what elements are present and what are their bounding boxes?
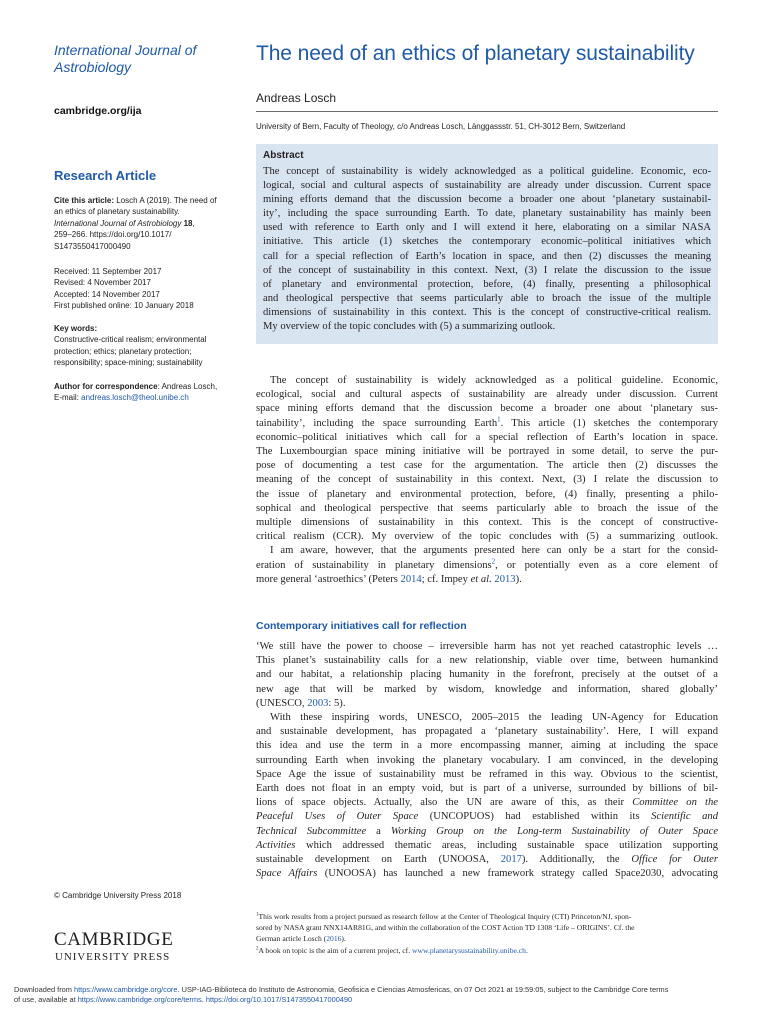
cite-label: Cite this article:	[54, 196, 115, 205]
body-text: : 5).	[328, 697, 346, 709]
body-line: this idea and use the term in a more encompassing manner, aiming at including the space	[256, 740, 718, 752]
abstract-line: ity’, including the space surrounding Earth. To date, planetary sustainability has mainly been	[263, 208, 711, 220]
abstract-line: of planetary and environmental protection, before, (4) finally, presenting a philosophical	[263, 278, 711, 290]
body-line: ‘We still have the power to choose – irreversible harm has not yet reached catastrophic levels …	[256, 641, 718, 652]
body-text: , or potentially even as a core element of	[495, 559, 718, 571]
download-notice	[14, 985, 754, 1005]
body-text: ).	[515, 573, 522, 585]
citation-block	[54, 195, 242, 252]
author-name: Andreas Losch	[256, 91, 337, 105]
abstract-heading: Abstract	[263, 150, 304, 161]
journal-name-line1: International Journal of	[54, 42, 197, 58]
abstract-line: initiative. This article (1) sketches the contemporary economic–political initiatives which	[263, 236, 711, 248]
date-revised: Revised: 4 November 2017	[54, 278, 151, 288]
date-accepted: Accepted: 14 November 2017	[54, 289, 160, 299]
body-line: pose of documenting a test case for the argumentation. The article then (2) discusses the	[256, 460, 718, 472]
footnote-1-line3	[256, 933, 718, 944]
body-line: space mining efforts demand that the discussion become a broader one about ‘planetary sus-	[256, 403, 718, 415]
cite-line5[interactable]: S1473550417000490	[54, 241, 131, 251]
keywords-block	[54, 323, 242, 369]
reference-link[interactable]: 2017	[500, 854, 522, 866]
date-received: Received: 11 September 2017	[54, 267, 162, 276]
title-divider	[256, 111, 718, 112]
body-text: Activities	[256, 839, 296, 851]
body-line: Space Age the issue of sustainability must be reframed in this way. Obvious to the scientist,	[256, 768, 718, 780]
body-line	[256, 825, 718, 839]
body-line: economic–political initiatives which call for a special reflection of Earth’s location in space.	[256, 431, 718, 443]
body-line: The concept of sustainability is widely acknowledged as a political guideline. Economic,	[270, 375, 718, 386]
body-text: more general ‘astroethics’ (Peters	[256, 573, 401, 585]
date-first-published: First published online: 10 January 2018	[54, 301, 194, 311]
correspondence-label: Author for correspondence	[54, 382, 158, 391]
body-line	[256, 796, 718, 810]
abstract-text	[263, 165, 711, 334]
footnote-1-line1	[256, 911, 718, 922]
body-line	[256, 417, 718, 431]
footnote-text: .	[525, 945, 528, 955]
keywords-label: Key words:	[54, 324, 98, 333]
cite-volume: 18	[183, 218, 193, 228]
body-text: (UNESCO,	[256, 697, 308, 709]
cite-line1: Losch A (2019). The need of	[114, 196, 217, 205]
email-link[interactable]: andreas.losch@theol.unibe.ch	[81, 393, 189, 403]
body-text: Technical Subcommittee	[256, 825, 367, 837]
cite-line2: an ethics of planetary sustainability.	[54, 207, 180, 217]
body-section-text	[256, 640, 718, 881]
abstract-line: call for a special reflection of Earth’s location in space, and then (2) discusses the meaning	[263, 250, 711, 262]
body-text: Scientific and	[651, 811, 719, 823]
body-line: With these inspiring words, UNESCO, 2005–2015 the leading UN-Agency for Education	[270, 712, 718, 724]
body-line	[256, 839, 718, 853]
body-line	[256, 810, 718, 824]
body-text: (UNOOSA) has launched a new framework strategy called Space2030, advocating	[317, 868, 718, 880]
abstract-line: mining efforts demand that the discussion become a broader one about ‘planetary sustainabil-	[263, 194, 711, 206]
article-type: Research Article	[54, 168, 157, 183]
reference-link[interactable]: 2003	[307, 697, 329, 709]
terms-link[interactable]: https://www.cambridge.org/core/terms	[77, 995, 202, 1004]
dates-block	[54, 266, 242, 312]
journal-url[interactable]: cambridge.org/ija	[54, 105, 142, 117]
footnote-number: 1	[256, 912, 259, 918]
download-line2	[14, 995, 754, 1005]
footnote-1-line2: sored by NASA grant NNX14AR81G, and within the collaboration of the COST Action TD 1308 ‘Life – ORIGINS’. Cf. the	[256, 923, 635, 933]
download-line1	[14, 985, 754, 995]
cite-comma: ,	[192, 218, 195, 228]
body-line: the issue of planetary and environmental protection, before, (4) finally, presenting a philo-	[256, 488, 718, 500]
body-text: . This article (1) sketches the contemporary	[500, 417, 718, 429]
body-line: and our habitat, a relationship placing humanity in the forefront, precisely at the outset of a	[256, 669, 718, 681]
body-text: Office for Outer	[631, 854, 718, 866]
body-line: The Luxembourgian space mining initiative will be portrayed in some detail, to serve the pur-	[256, 446, 718, 458]
keywords-line2: protection; ethics; planetary protection;	[54, 346, 192, 356]
body-intro	[256, 374, 718, 587]
copyright-notice: © Cambridge University Press 2018	[54, 891, 182, 900]
body-line	[256, 867, 718, 881]
reference-link[interactable]: 2013	[494, 573, 516, 585]
author-affiliation: University of Bern, Faculty of Theology, c/o Andreas Losch, Länggassstr. 51, CH-3012 Bern, Switzerland	[256, 122, 626, 131]
journal-name	[54, 42, 234, 76]
body-text: ). Additionally, the	[521, 854, 632, 866]
abstract-line: dimensions of sustainability in this context. This is the concept of constructive-critical realism.	[263, 306, 711, 318]
cite-journal: International Journal of Astrobiology	[54, 218, 182, 228]
download-text: .	[201, 995, 206, 1004]
article-title: The need of an ethics of planetary sustainability	[256, 42, 695, 65]
footnote-2	[256, 945, 718, 956]
footnote-text: German article Losch (	[256, 934, 327, 944]
body-text: sustainable development on Earth (UNOOSA,	[256, 854, 501, 866]
logo-line2: UNIVERSITY PRESS	[55, 951, 171, 963]
body-line: multiple dimensions of sustainability in this context. This is the concept of constructive-	[256, 517, 718, 529]
correspondence-name: : Andreas Losch,	[157, 382, 218, 391]
body-line: surrounding Earth when invoking the planetary vocabulary. I am convinced, in the developing	[256, 754, 718, 766]
body-text: eration of sustainability in planetary dimensions	[256, 559, 492, 571]
body-text: et al.	[470, 573, 492, 585]
body-line: Earth does not float in an empty void, but is part of a universe, surrounded by billions of bil-	[256, 783, 718, 795]
body-line	[256, 853, 718, 867]
body-text: Peaceful Uses of Outer Space	[256, 811, 419, 823]
body-line: critical realism (CCR). My overview of the topic concludes with (5) a summarizing outlook.	[256, 531, 718, 543]
abstract-line: The concept of sustainability is widely acknowledged as a political guideline. Economic, eco-	[263, 166, 711, 177]
keywords-line3: responsibility; space-mining; sustainability	[54, 358, 203, 368]
project-link[interactable]: www.planetarysustainability.unibe.ch	[412, 945, 526, 955]
download-text: Downloaded from	[14, 985, 74, 994]
body-line	[256, 559, 718, 573]
download-text: of use, available at	[14, 995, 78, 1004]
cambridge-core-link[interactable]: https://www.cambridge.org/core	[73, 985, 178, 994]
reference-link[interactable]: 2016	[326, 934, 342, 944]
journal-name-line2: Astrobiology	[54, 59, 132, 75]
abstract-line: and theological perspective that seems particularly able to broach the issue of the multiple	[263, 292, 711, 304]
section-heading: Contemporary initiatives call for reflection	[256, 620, 467, 632]
abstract-line: used with reference to Earth only and I will extend it here, elaborating on a similar NASA	[263, 222, 711, 234]
body-line	[256, 697, 718, 711]
body-line: I am aware, however, that the arguments presented here can only be a start for the consid-	[270, 545, 718, 557]
abstract-line: My overview of the topic concludes with (5) a summarizing outlook.	[263, 321, 556, 333]
doi-link[interactable]: https://doi.org/10.1017/S1473550417000490	[205, 995, 353, 1004]
keywords-line1: Constructive-critical realism; environmental	[54, 335, 207, 345]
body-text: a	[366, 825, 391, 837]
cambridge-university-press-logo	[54, 928, 194, 964]
body-text: Space Affairs	[256, 868, 318, 880]
footnote-number: 2	[256, 946, 259, 952]
footnote-text: This work results from a project pursued as research fellow at the Center of Theological Inquiry (CTI) Princeton/NJ, spon-	[258, 912, 632, 921]
footnote-ref-1[interactable]: 1	[497, 416, 501, 424]
body-text: Working Group on the Long-term Sustainability of Outer Space	[390, 825, 719, 837]
email-label: E-mail:	[54, 393, 82, 403]
footnote-text: ).	[341, 934, 346, 944]
abstract-line: logical, social and cultural aspects of sustainability are already under discussion. Current space	[263, 180, 711, 192]
footnote-ref-2[interactable]: 2	[491, 558, 496, 566]
body-text: lions of space objects. Actually, also the UN are aware of this, as their	[256, 797, 633, 809]
body-line: new age that will be marked by wisdom, knowledge and information, shared globally’	[256, 683, 718, 695]
correspondence-block	[54, 381, 242, 404]
body-text: tainability’, including the space surrounding Earth	[256, 417, 498, 429]
body-line: This planet’s sustainability calls for a new relationship, viable over time, between humankind	[256, 655, 718, 667]
download-text: . USP-IAG-Biblioteca do Instituto de Astronomia, Geofisica e Ciencias Atmosfericas, on 07 Oct 2021 at 19:59:05, subject to the Cambridge Core terms	[177, 985, 669, 994]
body-text: which addressed thematic areas, including sustainable space utilization supporting	[295, 839, 718, 851]
body-text: Committee on the	[632, 797, 718, 809]
body-line	[256, 573, 718, 587]
body-line: ecological, social and cultural aspects of sustainability are already under discussion. Current	[256, 389, 718, 401]
body-text: (UNCOPUOS) had established within its	[418, 811, 652, 823]
body-text: ; cf. Impey	[421, 573, 471, 585]
body-line: and sustainable development, has propagated a ‘planetary sustainability’. Here, I will expand	[256, 726, 718, 738]
body-line: sophical and theological perspective that seems particularly able to broach the issue of the	[256, 502, 718, 514]
logo-line1: CAMBRIDGE	[54, 929, 174, 950]
footnotes	[256, 911, 718, 956]
body-line: meaning of the concept of sustainability in this context. Next, (3) I relate the discussion to	[256, 474, 718, 486]
cite-line4[interactable]: 259–266. https://doi.org/10.1017/	[54, 230, 172, 240]
footnote-text: A book on topic is the aim of a current project, cf.	[258, 945, 412, 955]
abstract-line: of the concept of sustainability in this context. Next, (3) I relate the discussion to the issue	[263, 264, 711, 276]
reference-link[interactable]: 2014	[400, 573, 422, 585]
